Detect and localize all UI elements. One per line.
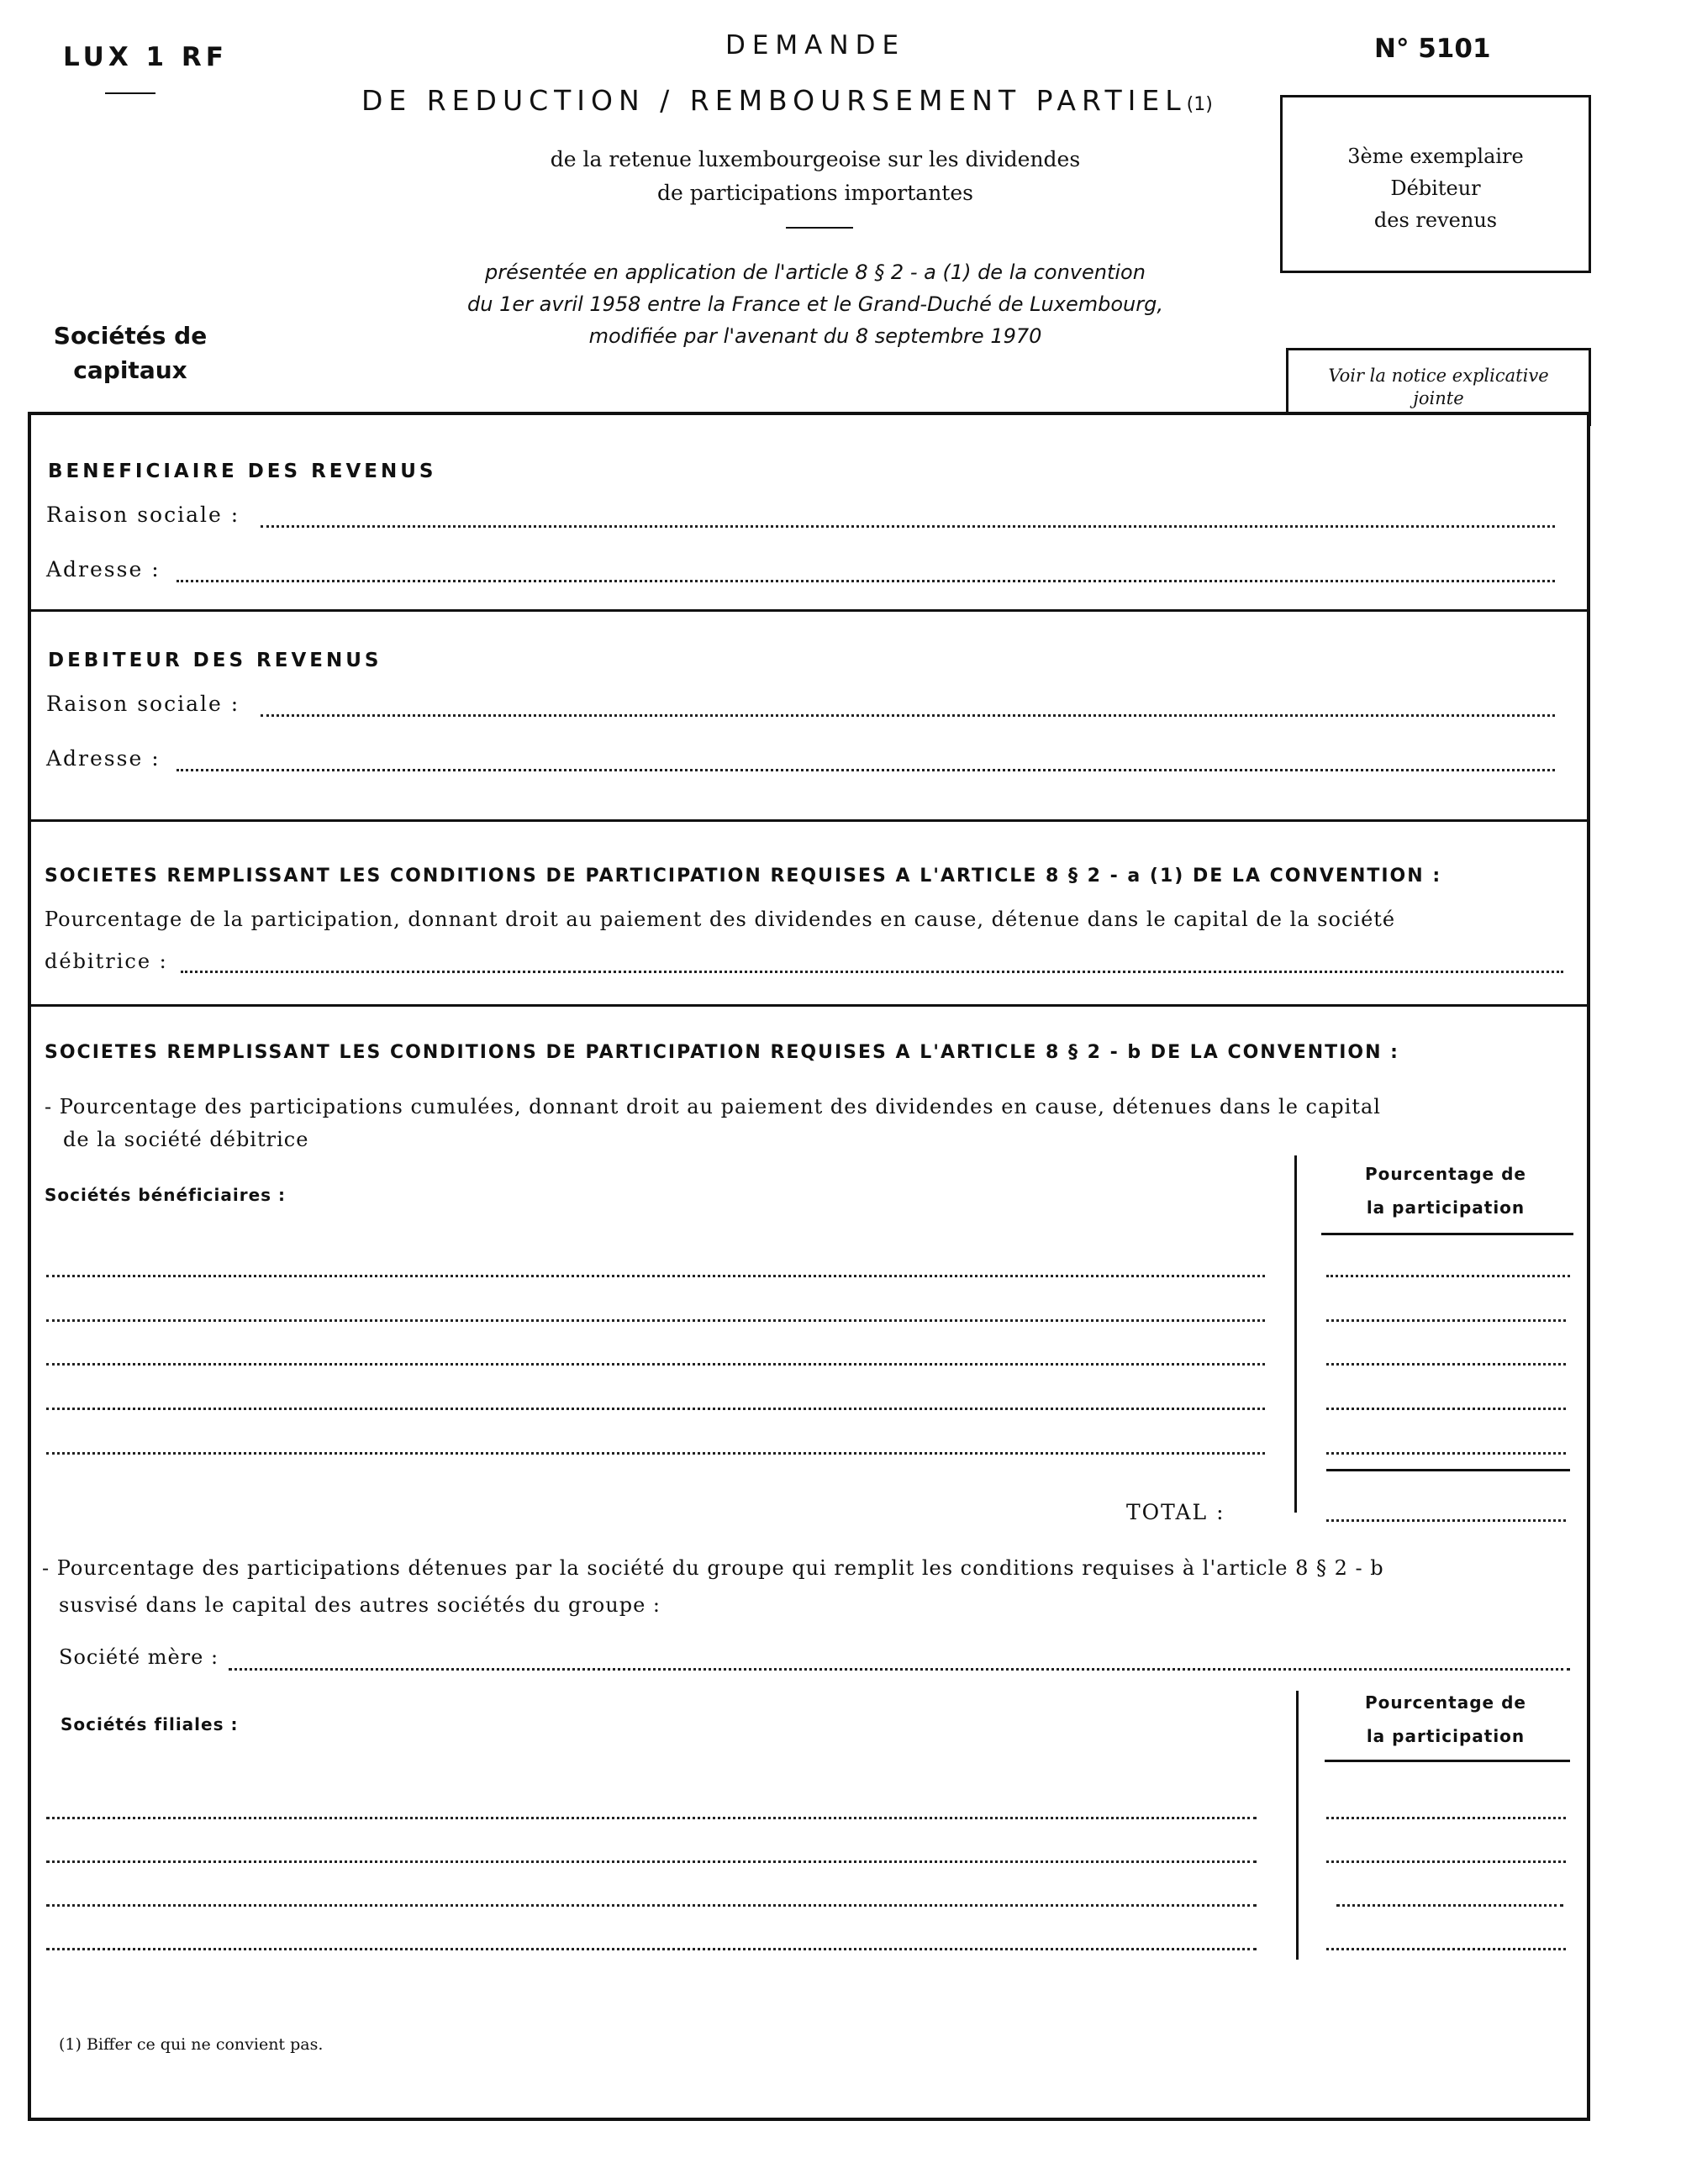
form-code-underline bbox=[105, 92, 155, 94]
legal-line3: modifiée par l'avenant du 8 septembre 1970 bbox=[588, 324, 1042, 348]
total-label: TOTAL : bbox=[1126, 1500, 1225, 1524]
beneficiaire-company-field[interactable] bbox=[46, 1319, 1265, 1322]
copy-box bbox=[1280, 95, 1591, 273]
filiales-label: Sociétés filiales : bbox=[61, 1714, 239, 1734]
pct2-column-divider bbox=[1296, 1691, 1299, 1960]
section-b-item2-line2: susvisé dans le capital des autres sociétés du groupe : bbox=[59, 1593, 661, 1617]
pct2-header-rule bbox=[1325, 1760, 1570, 1762]
subtitle-line2: de participations importantes bbox=[657, 181, 973, 205]
beneficiaire-pct-field[interactable] bbox=[1326, 1363, 1566, 1366]
beneficiaires-label: Sociétés bénéficiaires : bbox=[45, 1185, 287, 1205]
category-line2: capitaux bbox=[73, 356, 187, 384]
notice-box-line2: jointe bbox=[1413, 388, 1464, 408]
beneficiaire-adresse-label: Adresse : bbox=[46, 557, 161, 582]
total-rule bbox=[1326, 1469, 1570, 1471]
filiale-pct-field[interactable] bbox=[1336, 1904, 1563, 1907]
beneficiaire-raison-field[interactable] bbox=[261, 525, 1555, 528]
pct-header-line2: la participation bbox=[1366, 1197, 1526, 1218]
debiteur-raison-label: Raison sociale : bbox=[46, 692, 240, 716]
beneficiaire-heading: BENEFICIAIRE DES REVENUS bbox=[48, 460, 437, 482]
debiteur-raison-field[interactable] bbox=[261, 714, 1555, 717]
category-line1: Sociétés de bbox=[53, 322, 208, 350]
title-text: DE REDUCTION / REMBOURSEMENT PARTIEL bbox=[361, 84, 1187, 117]
legal-line2: du 1er avril 1958 entre la France et le Grand-Duché de Luxembourg, bbox=[467, 292, 1163, 316]
mere-label: Société mère : bbox=[59, 1645, 219, 1669]
beneficiaire-company-field[interactable] bbox=[46, 1452, 1265, 1455]
mere-field[interactable] bbox=[229, 1668, 1570, 1671]
filiale-company-field[interactable] bbox=[46, 1817, 1257, 1819]
pct2-header-line2: la participation bbox=[1366, 1726, 1526, 1746]
total-field[interactable] bbox=[1326, 1519, 1566, 1522]
debiteur-heading: DEBITEUR DES REVENUS bbox=[48, 650, 382, 671]
title-line2 bbox=[361, 84, 1269, 117]
debiteur-adresse-field[interactable] bbox=[177, 769, 1555, 771]
notice-box-line1: Voir la notice explicative bbox=[1328, 366, 1549, 386]
section-a-heading: SOCIETES REMPLISSANT LES CONDITIONS DE PARTICIPATION REQUISES A L'ARTICLE 8 § 2 - a (1) DE LA CONVENTION : bbox=[45, 866, 1442, 887]
filiale-company-field[interactable] bbox=[46, 1860, 1257, 1863]
beneficiaire-pct-field[interactable] bbox=[1326, 1408, 1566, 1410]
form-number: N° 5101 bbox=[1374, 34, 1491, 64]
beneficiaire-pct-field[interactable] bbox=[1326, 1452, 1566, 1455]
divider bbox=[31, 819, 1587, 822]
section-b-item1-line1: - Pourcentage des participations cumulées, donnant droit au paiement des dividendes en cause, détenues dans le capital bbox=[45, 1095, 1381, 1118]
debiteur-adresse-label: Adresse : bbox=[46, 746, 161, 771]
copy-box-line1: 3ème exemplaire bbox=[1347, 145, 1524, 168]
copy-box-line3: des revenus bbox=[1373, 208, 1498, 232]
beneficiaire-pct-field[interactable] bbox=[1326, 1319, 1566, 1322]
filiale-pct-field[interactable] bbox=[1326, 1860, 1566, 1863]
title-footnote-marker: (1) bbox=[1186, 94, 1213, 115]
section-b-item2-line1: - Pourcentage des participations détenues par la société du groupe qui remplit les conditions requises à l'article 8 § 2 - b bbox=[42, 1556, 1384, 1580]
title-line1: DEMANDE bbox=[725, 30, 906, 61]
filiale-company-field[interactable] bbox=[46, 1948, 1257, 1950]
legal-line1: présentée en application de l'article 8 § 2 - a (1) de la convention bbox=[485, 261, 1146, 284]
section-a-label: débitrice : bbox=[45, 950, 168, 973]
beneficiaire-adresse-field[interactable] bbox=[177, 580, 1555, 582]
copy-box-line2: Débiteur bbox=[1390, 176, 1481, 200]
beneficiaire-company-field[interactable] bbox=[46, 1363, 1265, 1366]
divider bbox=[31, 609, 1587, 612]
subtitle-line1: de la retenue luxembourgeoise sur les dividendes bbox=[550, 147, 1081, 171]
divider bbox=[31, 1004, 1587, 1007]
beneficiaire-raison-label: Raison sociale : bbox=[46, 503, 240, 527]
footnote: (1) Biffer ce qui ne convient pas. bbox=[59, 2035, 324, 2054]
beneficiaire-company-field[interactable] bbox=[46, 1275, 1265, 1277]
beneficiaire-pct-field[interactable] bbox=[1326, 1275, 1570, 1277]
section-b-heading: SOCIETES REMPLISSANT LES CONDITIONS DE PARTICIPATION REQUISES A L'ARTICLE 8 § 2 - b DE LA CONVENTION : bbox=[45, 1042, 1399, 1063]
pct-column-divider bbox=[1294, 1155, 1297, 1513]
beneficiaire-company-field[interactable] bbox=[46, 1408, 1265, 1410]
section-a-field[interactable] bbox=[181, 971, 1563, 973]
pct2-header-line1: Pourcentage de bbox=[1365, 1692, 1526, 1713]
subtitle-divider bbox=[786, 227, 853, 229]
pct-header-rule bbox=[1321, 1233, 1573, 1235]
section-b-item1-line2: de la société débitrice bbox=[63, 1128, 309, 1151]
filiale-pct-field[interactable] bbox=[1326, 1817, 1566, 1819]
filiale-company-field[interactable] bbox=[46, 1904, 1257, 1907]
pct-header-line1: Pourcentage de bbox=[1365, 1164, 1526, 1184]
filiale-pct-field[interactable] bbox=[1326, 1948, 1566, 1950]
form-code: LUX 1 RF bbox=[63, 42, 228, 72]
section-a-text: Pourcentage de la participation, donnant droit au paiement des dividendes en cause, détenue dans le capital de la société bbox=[45, 908, 1396, 931]
